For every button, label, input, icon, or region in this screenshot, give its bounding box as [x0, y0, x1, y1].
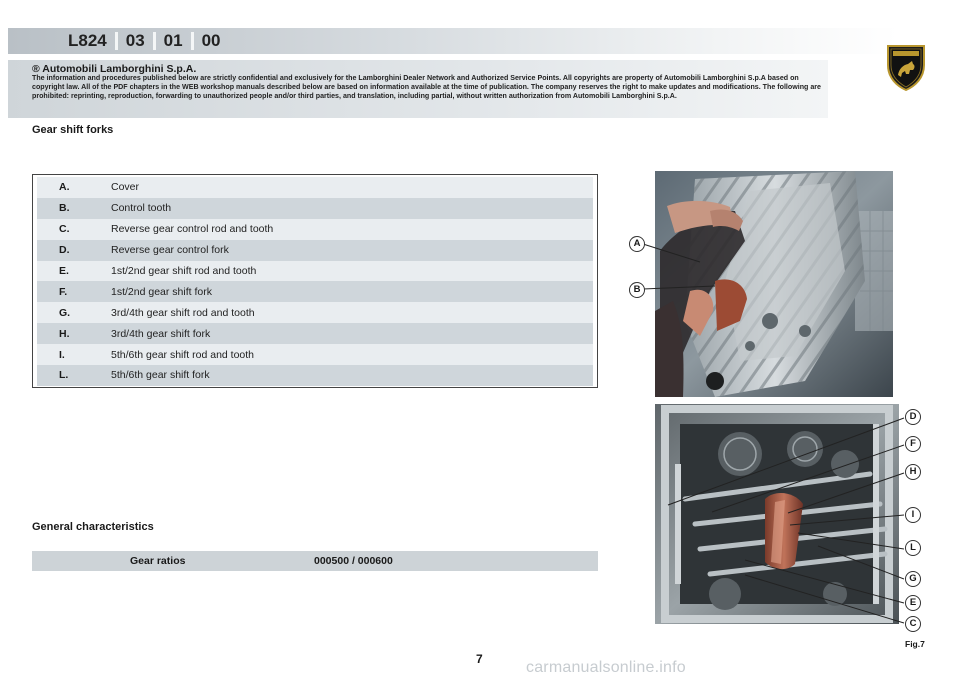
callout-a: A: [629, 236, 645, 252]
table-row: G. 3rd/4th gear shift rod and tooth: [37, 302, 593, 323]
callout-d: D: [905, 409, 921, 425]
figure-label: Fig.7: [905, 639, 925, 649]
table-row: A. Cover: [37, 177, 593, 198]
table-row: F. 1st/2nd gear shift fork: [37, 281, 593, 302]
callout-i: I: [905, 507, 921, 523]
table-row: I. 5th/6th gear shift rod and tooth: [37, 344, 593, 365]
page-number: 7: [476, 652, 483, 666]
gear-ratios-label: Gear ratios: [130, 555, 186, 567]
general-characteristics-title: General characteristics: [32, 521, 154, 533]
table-row: E. 1st/2nd gear shift rod and tooth: [37, 261, 593, 282]
callout-l: L: [905, 540, 921, 556]
callout-h: H: [905, 464, 921, 480]
callout-c: C: [905, 616, 921, 632]
table-row: B. Control tooth: [37, 198, 593, 219]
table-row: D. Reverse gear control fork: [37, 240, 593, 261]
watermark-text: carmanualsonline.info: [526, 659, 686, 676]
callout-e: E: [905, 595, 921, 611]
callout-f: F: [905, 436, 921, 452]
code-segment: 03: [125, 31, 145, 50]
code-segment: L824: [68, 31, 107, 50]
gear-ratios-value: 000500 / 000600: [314, 555, 393, 567]
legal-title: ® Automobili Lamborghini S.p.A.: [32, 63, 197, 75]
code-segment: 00: [201, 31, 221, 50]
callout-b: B: [629, 282, 645, 298]
table-row: C. Reverse gear control rod and tooth: [37, 219, 593, 240]
callout-g: G: [905, 571, 921, 587]
table-row: L. 5th/6th gear shift fork: [37, 365, 593, 386]
code-segment: 01: [163, 31, 183, 50]
section-title: Gear shift forks: [32, 124, 114, 136]
table-row: H. 3rd/4th gear shift fork: [37, 323, 593, 344]
legal-notice: The information and procedures published below are strictly confidential and exclusively for the Lamborghini Dealer Network and Authorized Service Points. All copyrights are property of Automobili Lamborghini S.p.A based on copyright law. All of the PDF chapters in the WEB workshop manuals described below are based on information available at the time of publication. The company reserves the right to make updates and modifications. The following are prohibited: reprinting, reproduction, forwarding to unauthorized people and/or third parties, and translation, including partial, without written authorization from Automobili Lamborghini S.p.A.: [32, 74, 821, 101]
